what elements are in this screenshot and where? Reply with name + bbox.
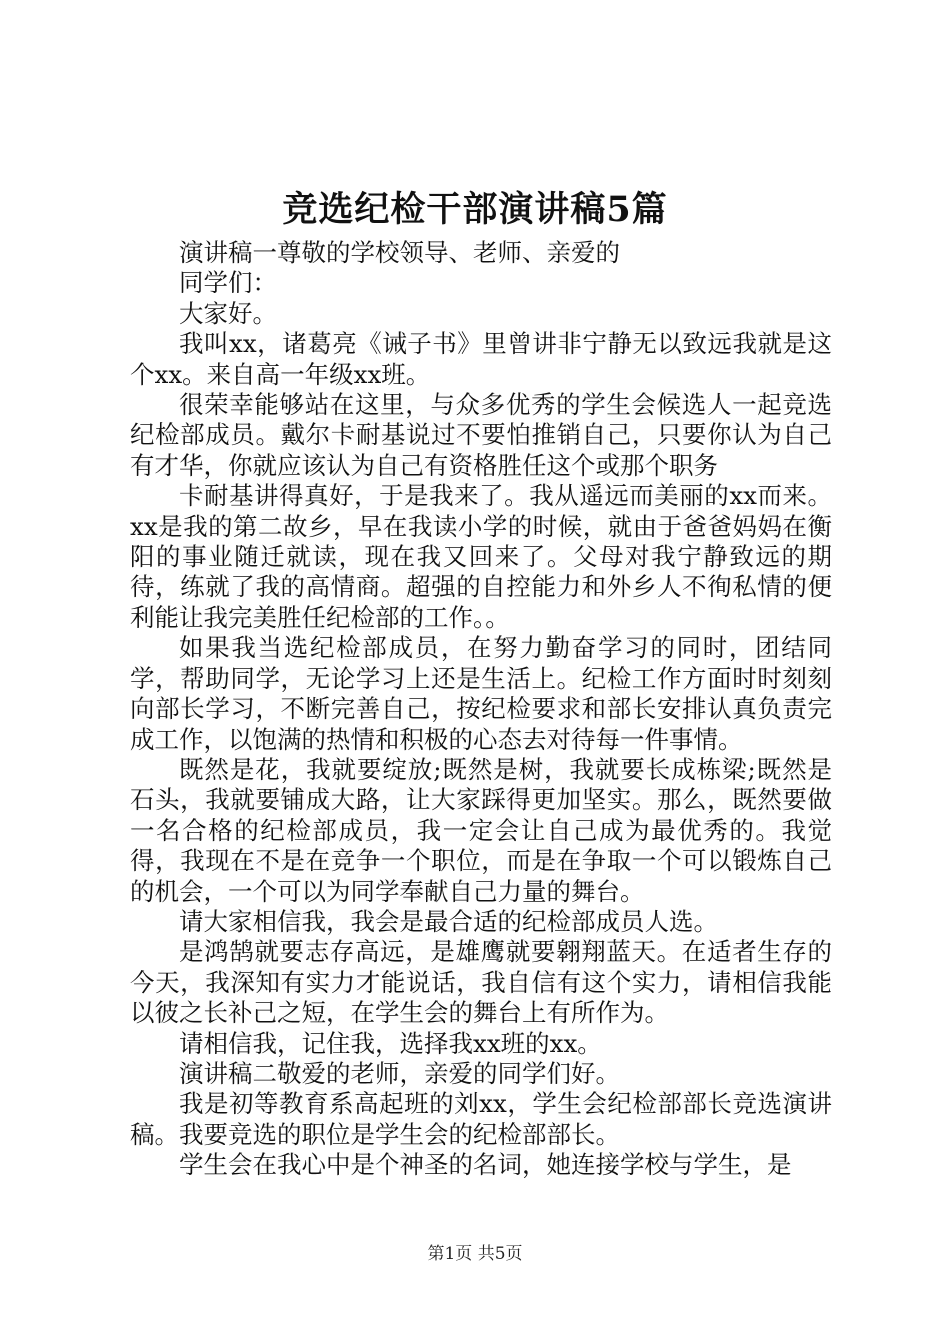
paragraph-7: 如果我当选纪检部成员，在努力勤奋学习的同时，团结同学，帮助同学，无论学习上还是生活上。纪检工作方面时时刻刻向部长学习，不断完善自己，按纪检要求和部长安排认真负责完成工作，以饱满的热情和积极的心态去对待每一件事情。 — [130, 633, 832, 754]
paragraph-4: 我叫xx，诸葛亮《诫子书》里曾讲非宁静无以致远我就是这个xx。来自高一年级xx班。 — [130, 329, 832, 389]
paragraph-3: 大家好。 — [179, 298, 277, 328]
paragraph-9: 请大家相信我，我会是最合适的纪检部成员人选。 — [179, 906, 718, 936]
paragraph-12: 演讲稿二敬爱的老师，亲爱的同学们好。 — [179, 1058, 620, 1088]
paragraph-1: 演讲稿一尊敬的学校领导、老师、亲爱的 — [179, 238, 620, 267]
page-number-footer: 第1页 共5页 — [427, 1244, 523, 1264]
document-title: 竞选纪检干部演讲稿5篇 — [282, 189, 668, 230]
paragraph-10: 是鸿鹄就要志存高远，是雄鹰就要翱翔蓝天。在适者生存的今天，我深知有实力才能说话，我自信有这个实力，请相信我能以彼之长补己之短，在学生会的舞台上有所作为。 — [130, 937, 832, 1028]
paragraph-11: 请相信我，记住我，选择我xx班的xx。 — [179, 1028, 602, 1058]
paragraph-2: 同学们： — [179, 268, 277, 298]
paragraph-13: 我是初等教育系高起班的刘xx，学生会纪检部部长竞选演讲稿。我要竞选的职位是学生会的纪检部部长。 — [130, 1089, 832, 1149]
document-body — [130, 238, 832, 1181]
paragraph-14: 学生会在我心中是个神圣的名词，她连接学校与学生，是 — [179, 1150, 792, 1180]
paragraph-8: 既然是花，我就要绽放;既然是树，我就要长成栋梁;既然是石头，我就要铺成大路，让大家踩得更加坚实。那么，既然要做一名合格的纪检部成员，我一定会让自己成为最优秀的。我觉得，我现在不是在竞争一个职位，而是在争取一个可以锻炼自己的机会，一个可以为同学奉献自己力量的舞台。 — [130, 754, 832, 906]
paragraph-6: 卡耐基讲得真好，于是我来了。我从遥远而美丽的xx而来。xx是我的第二故乡，早在我读小学的时候，就由于爸爸妈妈在衡阳的事业随迁就读，现在我又回来了。父母对我宁静致远的期待，练就了我的高情商。超强的自控能力和外乡人不徇私情的便利能让我完美胜任纪检部的工作。。 — [130, 481, 832, 632]
paragraph-5: 很荣幸能够站在这里，与众多优秀的学生会候选人一起竞选纪检部成员。戴尔卡耐基说过不要怕推销自己，只要你认为自己有才华，你就应该认为自己有资格胜任这个或那个职务 — [130, 390, 832, 480]
